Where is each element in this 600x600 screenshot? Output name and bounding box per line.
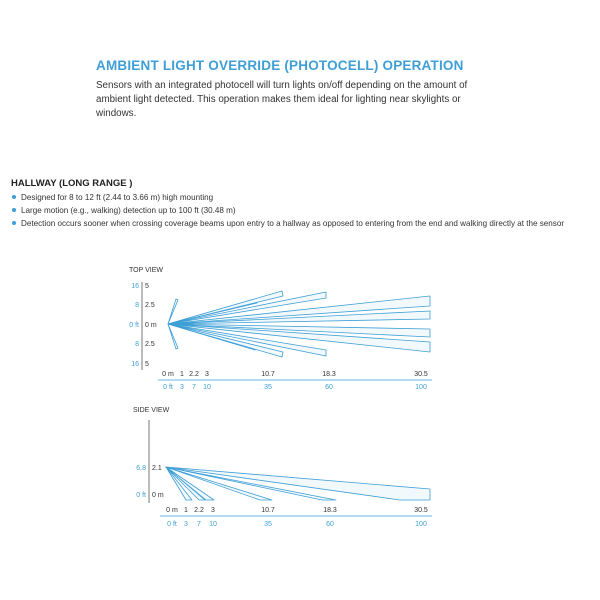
side-x-m-label: 18.3: [323, 507, 337, 514]
top-x-ft-label: 100: [415, 384, 427, 391]
top-x-ft-label: 3: [180, 384, 184, 391]
top-x-m-label: 1: [180, 371, 184, 378]
top-x-m-label: 3: [205, 371, 209, 378]
intro-paragraph: Sensors with an integrated photocell will turn lights on/off depending on the amount of ambient light detected. This operation makes them ideal for lighting near skylights or windows.: [96, 80, 468, 119]
coverage-beam: [168, 299, 178, 324]
side-x-ft-label: 60: [326, 521, 334, 528]
top-x-ft-label: 10: [203, 384, 211, 391]
side-view-beams: [166, 467, 430, 500]
top-y-m-label: 2.5: [145, 341, 155, 348]
top-x-ft-label: 60: [325, 384, 333, 391]
top-y-ft-label: 8: [135, 341, 139, 348]
side-x-m-label: 3: [211, 507, 215, 514]
top-y-m-label: 0 m: [145, 322, 157, 329]
top-y-ft-label: 16: [131, 283, 139, 290]
top-y-m-label: 2.5: [145, 302, 155, 309]
list-item: Detection occurs sooner when crossing coverage beams upon entry to a hallway as opposed to entering from the end and walking directly at the sensor: [11, 217, 564, 230]
side-x-ft-label: 7: [197, 521, 201, 528]
side-view-diagram: [133, 407, 432, 528]
top-x-m-label: 10.7: [261, 371, 275, 378]
section-heading: AMBIENT LIGHT OVERRIDE (PHOTOCELL) OPERATION: [96, 58, 464, 73]
side-x-ft-label: 3: [184, 521, 188, 528]
side-y-m-label: 0 m: [152, 492, 164, 499]
side-y-ft-label: 0 ft: [136, 492, 146, 499]
top-y-m-label: 5: [145, 283, 149, 290]
side-x-ft-label: 35: [264, 521, 272, 528]
side-x-ft-label: 10: [209, 521, 217, 528]
list-item: Designed for 8 to 12 ft (2.44 to 3.66 m) high mounting: [11, 191, 564, 204]
top-x-m-label: 30.5: [414, 371, 428, 378]
side-x-m-label: 30.5: [414, 507, 428, 514]
top-x-ft-label: 35: [264, 384, 272, 391]
top-view-label: TOP VIEW: [129, 267, 163, 274]
side-x-m-label: 2.2: [194, 507, 204, 514]
top-x-m-label: 2.2: [189, 371, 199, 378]
side-x-m-label: 1: [184, 507, 188, 514]
side-x-ft-label: 0 ft: [167, 521, 177, 528]
top-y-ft-label: 16: [131, 361, 139, 368]
side-x-m-label: 10.7: [261, 507, 275, 514]
top-y-m-label: 5: [145, 361, 149, 368]
top-y-ft-label: 8: [135, 302, 139, 309]
side-y-m-label: 2.1: [152, 465, 162, 472]
top-x-ft-label: 7: [192, 384, 196, 391]
hallway-title: HALLWAY (LONG RANGE ): [11, 178, 133, 189]
side-x-ft-label: 100: [415, 521, 427, 528]
top-y-ft-label: 0 ft: [129, 322, 139, 329]
top-view-beams: [168, 291, 430, 357]
side-y-ft-label: 6.8: [136, 465, 146, 472]
side-x-m-label: 0 m: [166, 507, 178, 514]
top-x-m-label: 0 m: [162, 371, 174, 378]
list-item: Large motion (e.g., walking) detection up to 100 ft (30.48 m): [11, 204, 564, 217]
top-view-diagram: [129, 267, 432, 391]
coverage-beam: [168, 324, 178, 349]
top-x-m-label: 18.3: [322, 371, 336, 378]
top-x-ft-label: 0 ft: [163, 384, 173, 391]
side-view-label: SIDE VIEW: [133, 407, 170, 414]
